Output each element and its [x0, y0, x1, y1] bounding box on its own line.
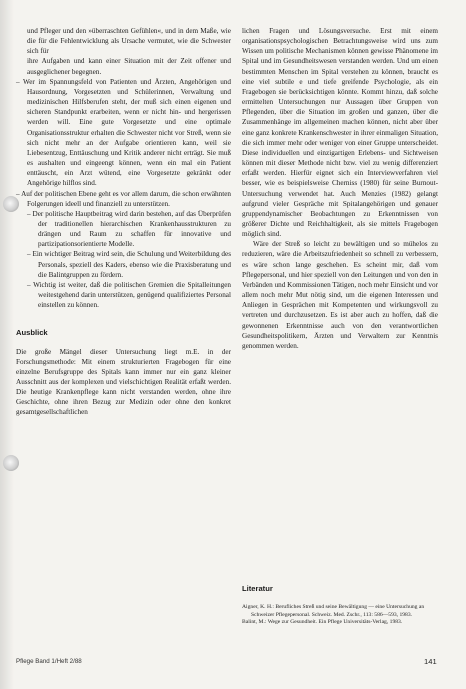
paragraph: Wäre der Streß so leicht zu bewältigen und so mühelos zu reduzieren, wäre die Arbeitszufriedenheit so schnell zu verbessern, es wäre schon lange geschehen. Es scheint mir, daß vom Pflegepersonal, und hier speziell von den Leitungen und von den in Verbänden und Kommissionen Tätigen, noch mehr Einsicht und vor allem noch mehr Mut nötig sind, um die eigenen Interessen und Anliegen in Gesprächen mit Kompetenten und wirkungsvoll zu vertreten und durchzusetzen. Es ist aber auch zu hoffen, daß die gewonnenen Erkenntnisse auch von den verantwortlichen Gesundheitspolitikern, Ärzten und Verwaltern zur Kenntnis genommen werden. [242, 240, 438, 350]
left-column [16, 26, 231, 418]
list-item: – Der politische Hauptbeitrag wird darin bestehen, auf das Überprüfen der traditionellen hierarchischen Krankenhausstrukturen zu drängen und Raum zu schaffen für innovative und partizipationsorientierte Modelle. [27, 209, 232, 249]
paragraph: lichen Fragen und Lösungsversuche. Erst mit einem organisationspsychologischen Betrachtungsweise wird uns zum Wissen um politische Mechanismen können gewisse Phänomene im Spital und im Gesundheitswesen verstanden werden. Und um einen bestimmten Menschen im Spital verstehen zu können, braucht es eine viel subtile e und tiefe greifende Psychologie, als ein Fragebogen sie berücksichtigen könnte. Kommt hinzu, daß solche ermittelten Untersuchungen nur Aussagen über Gruppen von Pflegenden, über die Situation im großen und ganzen, über die Zusammenhänge im allgemeinen machen können, nicht aber über eine ganz konkrete Krankenschwester in ihrer einmaligen Situation, die sich immer mehr oder weniger von einer Gruppe unterscheidet. Diese individuellen und einzigartigen Erlebens- und Sichtweisen können mit dieser Methode nicht bzw. viel zu wenig differenziert erfaßt werden. Hierfür eignet sich ein Interviewverfahren viel besser, wie es beispielsweise Cherniss (1980) für seine Burnout-Untersuchung verwendet hat. Auch Menzies (1982) gelangt aufgrund vieler Gespräche mit Spitalangehörigen und genauer gruppendynamischer Beobachtungen zu Erkenntnissen von größerer Dichte und Reichhaltigkeit, als sie mittels Fragebogen möglich sind. [242, 27, 438, 239]
literature-section [242, 584, 442, 627]
list-item: – Wer im Spannungsfeld von Patienten und Ärzten, Angehörigen und Hausordnung, Vorgesetzten und Schülerinnen, Verwaltung und medizinischen Hilfsberufen steht, der muß sich einen eigenen und sicheren Standpunkt erarbeiten, wenn er nicht hin- und hergerissen werden will. Eine gute Vorgesetzte und eine optimale Organisationsstruktur erhalten die Schwester nicht vor Streß, wenn sie sich nicht mehr an der Aufgabe orientieren kann, weil sie Liebesentzug, Enttäuschung und Kritik anderer nicht erträgt. Sie muß es aushalten und eingeengt können, wenn ein mal ein Patient enttäuscht, ein Arzt wütend, eine Vorgesetzte gekränkt oder Angehörige hilflos sind. [16, 77, 232, 188]
bullet-text: Wer im Spannungsfeld von Patienten und Ärzten, Angehörigen und Hausordnung, Vorgesetzten und Schülerinnen, Verwaltung und medizinischen Hilfsberufen steht, der muß sich einen eigenen und sicheren Standpunkt erarbeiten, wenn er nicht hin- und hergerissen werden will. Eine gute Vorgesetzte und eine optimale Organisationsstruktur erhalten die Schwester nicht vor Streß, wenn sie sich nicht mehr an der Aufgabe orientieren kann, weil sie Liebesentzug, Enttäuschung und Kritik anderer nicht erträgt. Sie muß es aushalten und eingeengt können, wenn ein mal ein Patient enttäuscht, ein Arzt wütend, eine Vorgesetzte gekränkt oder Angehörige hilflos sind. [23, 77, 232, 188]
list-item: – Auf der politischen Ebene geht es vor allem darum, die schon erwähnten Folgerungen ideell und finanziell zu unterstützen. [16, 189, 231, 208]
punch-hole [3, 455, 19, 471]
list-item: – Ein wichtiger Beitrag wird sein, die Schulung und Weiterbildung des Personals, speziell des Kaders, ebenso wie die Praxisberatung und die Balintgruppen zu fördern. [27, 250, 232, 279]
list-item: – Wichtig ist weiter, daß die politischen Gremien die Spitalleitungen weitestgehend darin unterstützen, genügend qualifiziertes Personal einstellen zu können. [27, 280, 232, 310]
reference-entry: Aigner, K. H.: Berufliches Streß und seine Bewältigung — eine Untersuchung an Schweizer Pflegepersonal. Schweiz. Med. Zschr., 113: 586—593, 1983. [242, 604, 425, 618]
page-number: 141 [424, 657, 437, 666]
intro-line: ihre Aufgaben und kann einer Situation mit der Zeit offener und ausgeglichener begegnen. [27, 57, 231, 76]
spacer [16, 339, 231, 347]
section-heading-ausblick: Ausblick [16, 328, 48, 338]
sub-bullet-text: Ein wichtiger Beitrag wird sein, die Schulung und Weiterbildung des Personals, speziell des Kaders, ebenso wie die Praxisberatung und die Balintgruppen zu fördern. [32, 250, 232, 279]
scan-edge-shadow [0, 0, 14, 689]
section-heading-literatur: Literatur [242, 584, 273, 593]
sub-bullet-text: Der politische Hauptbeitrag wird darin bestehen, auf das Überprüfen der traditionellen hierarchischen Krankenhausstrukturen zu drängen und Raum zu schaffen für innovative und partizipationsorientierte Modelle. [32, 209, 232, 249]
ausblick-paragraph: Die große Mängel dieser Untersuchung liegt m.E. in der Forschungsmethode: Mit einem strukturierten Fragebogen für eine einzelne Berufsgruppe des Spitals kann immer nur ein ganz kleiner Ausschnitt aus der komplexen und vielschichtigen Realität erfaßt werden. Die heutige Krankenpflege kann nicht verstanden werden, ohne ihre Geschichte, ohne ihren Bezug zur Medizin oder ohne den konkret gesamtgesellschaftlichen [16, 347, 231, 417]
sub-bullet-text: Wichtig ist weiter, daß die politischen Gremien die Spitalleitungen weitestgehend darin unterstützen, genügend qualifiziertes Personal einstellen zu können. [33, 280, 232, 310]
bullet-text: Auf der politischen Ebene geht es vor allem darum, die schon erwähnten Folgerungen ideell und finanziell zu unterstützen. [21, 189, 231, 208]
intro-line: und Pfleger und den »überraschten Gefühlen«, und in dem Maße, wie die für die Fehlentwicklung als Ursache vermutet, wie die Schwester sich für [27, 27, 231, 56]
spacer [16, 310, 231, 328]
reference-entry: Balint, M.: Wege zur Gesundheit. Ein Pflege Universitäts-Verlag, 1983. [242, 619, 403, 626]
journal-footer: Pflege Band 1/Heft 2/88 [16, 658, 82, 665]
right-column [242, 26, 438, 351]
